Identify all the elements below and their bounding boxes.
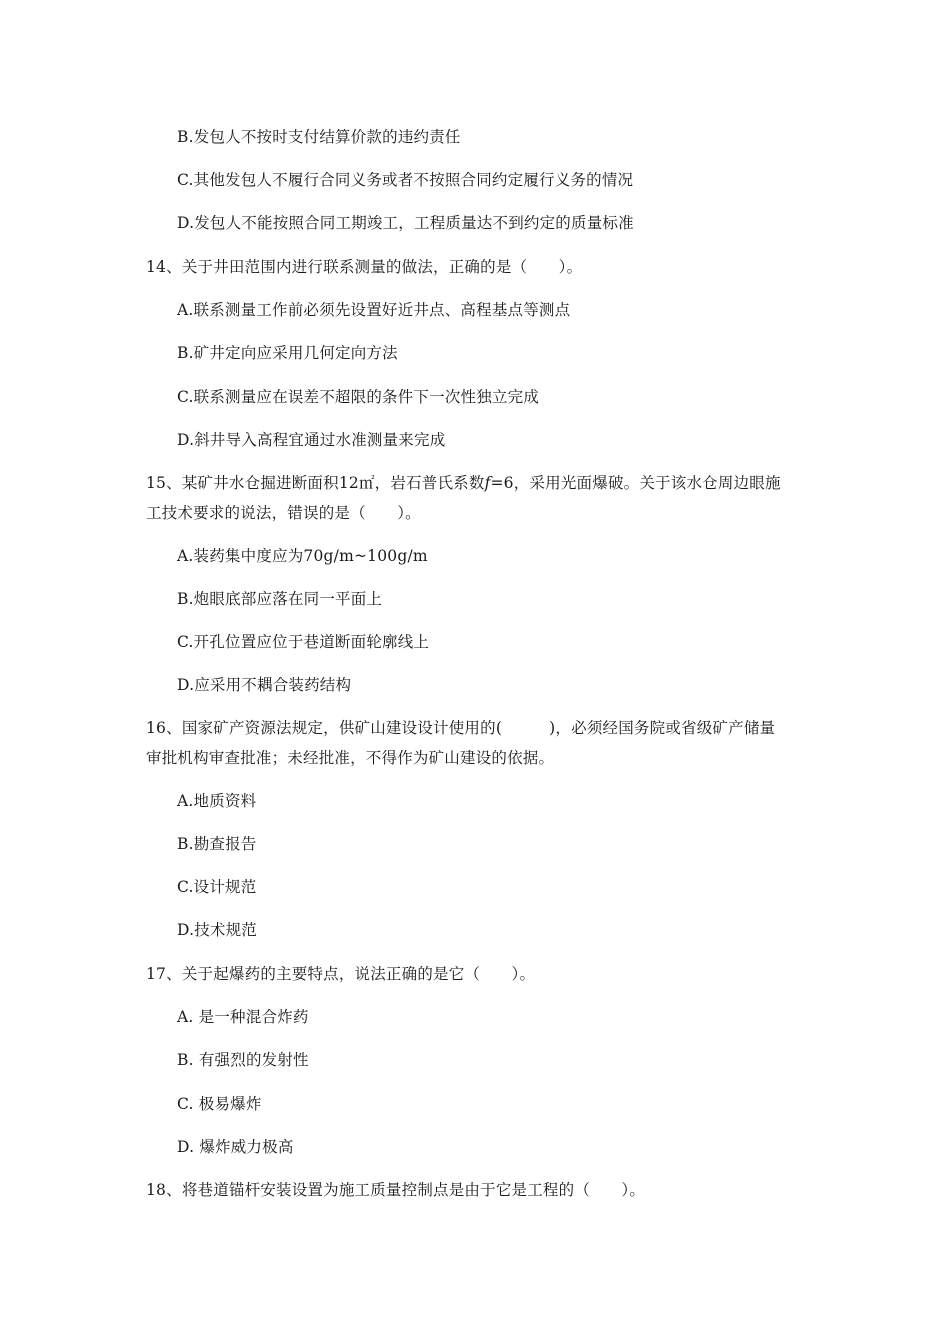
q14-option-a: A.联系测量工作前必须先设置好近井点、高程基点等测点 [177, 301, 571, 319]
q16-option-a: A.地质资料 [177, 792, 257, 810]
q16-option-b: B.勘查报告 [177, 835, 257, 853]
q13-option-b: B.发包人不按时支付结算价款的违约责任 [177, 128, 461, 146]
q14-option-b: B.矿井定向应采用几何定向方法 [177, 344, 398, 362]
question-15-line-1 [146, 472, 781, 494]
q14-option-c: C.联系测量应在误差不超限的条件下一次性独立完成 [177, 388, 540, 406]
q15-option-c: C.开孔位置应位于巷道断面轮廓线上 [177, 633, 430, 651]
question-18: 18、将巷道锚杆安装设置为施工质量控制点是由于它是工程的（ ）。 [146, 1181, 646, 1199]
q13-option-c: C.其他发包人不履行合同义务或者不按照合同约定履行义务的情况 [177, 171, 634, 189]
q17-option-d: D. 爆炸威力极高 [177, 1138, 294, 1156]
q15-option-d: D.应采用不耦合装药结构 [177, 676, 352, 694]
q17-option-c: C. 极易爆炸 [177, 1095, 262, 1113]
q17-option-a: A. 是一种混合炸药 [177, 1008, 309, 1026]
q16-option-c: C.设计规范 [177, 878, 257, 896]
question-17: 17、关于起爆药的主要特点，说法正确的是它（ ）。 [146, 965, 536, 983]
q15-option-a: A.装药集中度应为70g/m~100g/m [177, 547, 428, 565]
q15-text-pre: 15、某矿井水仓掘进断面积12㎡，岩石普氏系数 [146, 474, 485, 492]
q17-option-b: B. 有强烈的发射性 [177, 1051, 309, 1069]
question-16-line-2: 审批机构审查批准；未经批准，不得作为矿山建设的依据。 [146, 749, 555, 767]
q15-text-post: =6，采用光面爆破。关于该水仓周边眼施 [490, 474, 781, 492]
question-14: 14、关于井田范围内进行联系测量的做法，正确的是（ ）。 [146, 258, 583, 276]
q14-option-d: D.斜井导入高程宜通过水准测量来完成 [177, 431, 446, 449]
q16-option-d: D.技术规范 [177, 921, 258, 939]
question-15-line-2: 工技术要求的说法，错误的是（ ）。 [146, 504, 421, 522]
q15-option-b: B.炮眼底部应落在同一平面上 [177, 590, 383, 608]
question-16-line-1: 16、国家矿产资源法规定，供矿山建设设计使用的( )，必须经国务院或省级矿产储量 [146, 719, 776, 737]
q15-variable-f: f [484, 474, 491, 492]
q13-option-d: D.发包人不能按照合同工期竣工，工程质量达不到约定的质量标准 [177, 214, 634, 232]
